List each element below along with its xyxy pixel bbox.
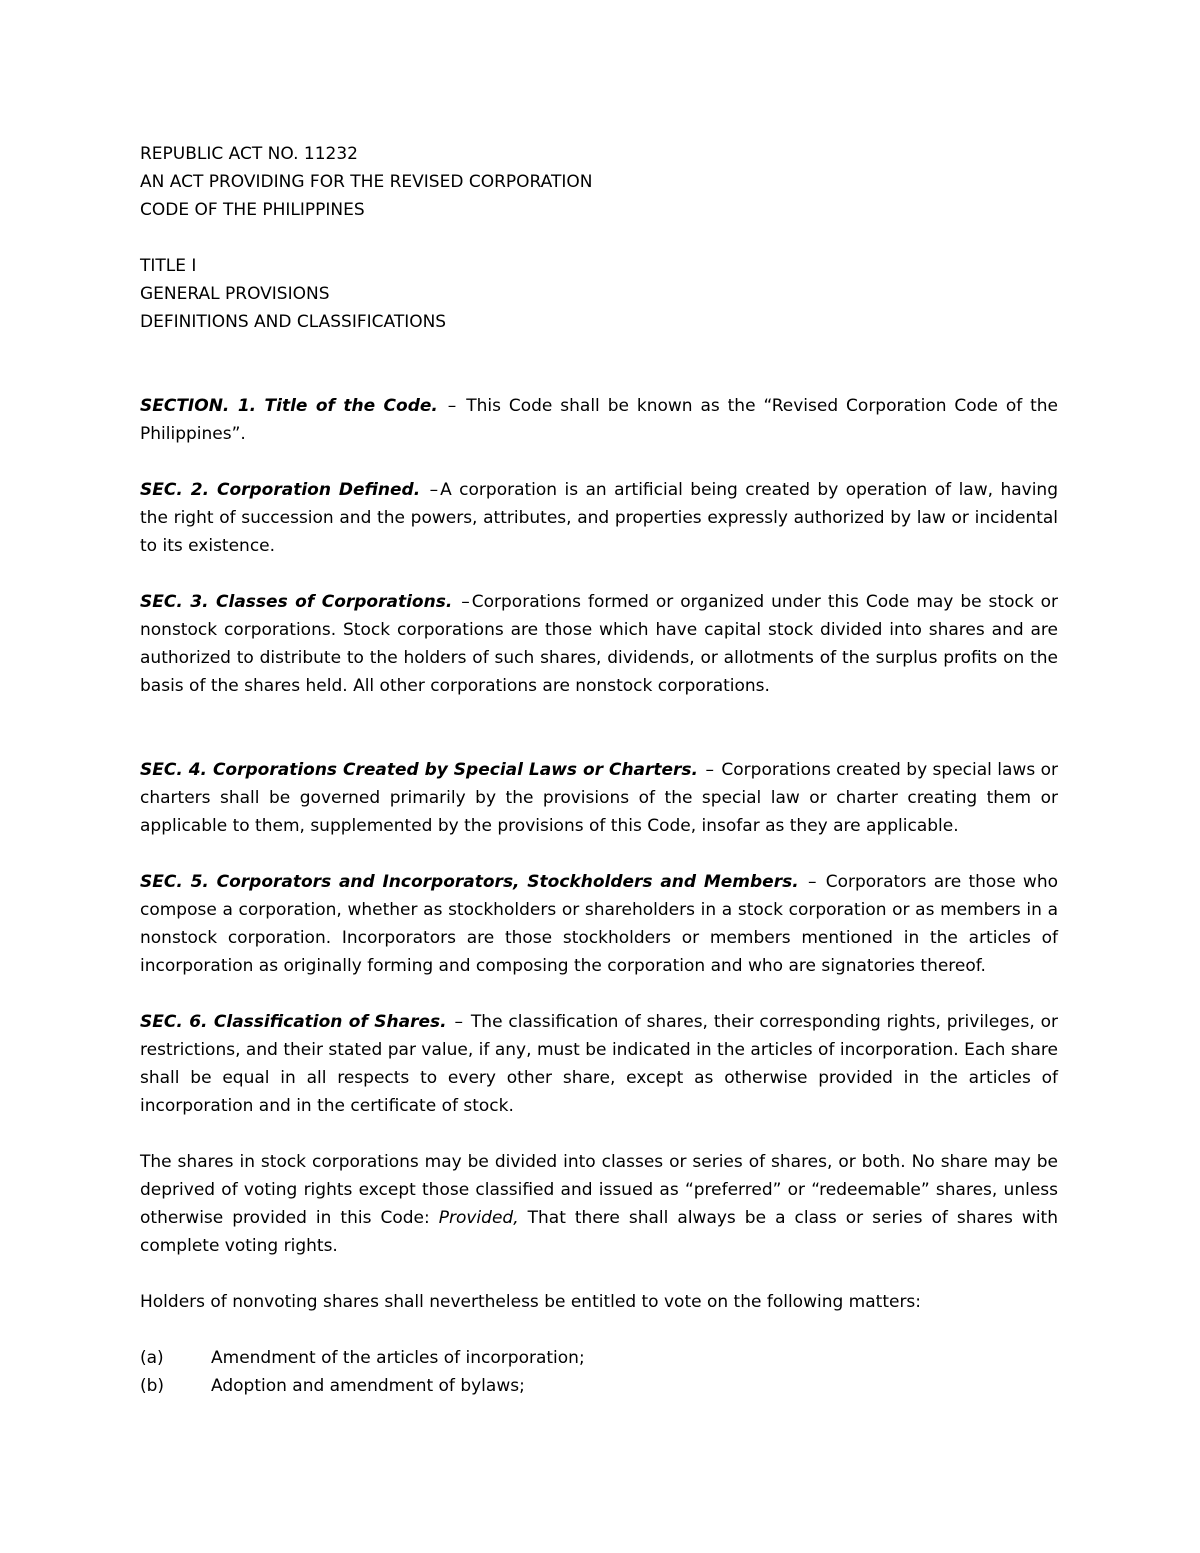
title-name: GENERAL PROVISIONS [140, 284, 330, 304]
em-dash: – [807, 872, 817, 892]
list-marker: (b) [140, 1376, 165, 1396]
section-body: The classification of shares, their corresponding rights, privileges, or restrictions, and their stated par value, if any, must be indicated in the articles of incorporation. Each share shall be equal in all respects to every other share, except as otherwise provided in the articles of incorporation and in the certificate of stock. [140, 1012, 1059, 1116]
title-subheading: DEFINITIONS AND CLASSIFICATIONS [140, 312, 447, 332]
section-2 [140, 476, 1058, 560]
em-dash: – [454, 1012, 464, 1032]
act-number: REPUBLIC ACT NO. 11232 [140, 144, 358, 164]
title-number: TITLE I [140, 256, 197, 276]
section-body: Corporations created by special laws or charters shall be governed primarily by the provisions of the special law or charter creating them or applicable to them, supplemented by the provisions of this Code, insofar as they are applicable. [140, 760, 1059, 836]
em-dash: – [429, 480, 439, 500]
em-dash: – [461, 592, 470, 612]
proviso-label: Provided, [438, 1208, 519, 1228]
section-heading: SEC. 6. Classification of Shares. [140, 1012, 447, 1032]
title-heading [140, 252, 1058, 336]
act-title-line-2: CODE OF THE PHILIPPINES [140, 200, 365, 220]
section-heading: SECTION. 1. Title of the Code. [140, 396, 438, 416]
em-dash: – [447, 396, 457, 416]
list-item-text: Amendment of the articles of incorporation; [211, 1348, 585, 1368]
act-heading [140, 140, 1058, 224]
section-1 [140, 392, 1058, 448]
paragraph-text: The shares in stock corporations may be divided into classes or series of shares, or both. No share may be deprived of voting rights except those classified and issued as “preferred” or “redeemable” shares, unless otherwise provided in this Code: [140, 1152, 1058, 1228]
section-heading: SEC. 2. Corporation Defined. [140, 480, 421, 500]
list-marker: (a) [140, 1348, 164, 1368]
section-6 [140, 1008, 1058, 1120]
section-body: Corporations formed or organized under this Code may be stock or nonstock corporations. Stock corporations are those which have capital stock divided into shares and are authorized to distribute to the holders of such shares, dividends, or allotments of the surplus profits on the basis of the shares held. All other corporations are nonstock corporations. [140, 592, 1059, 696]
section-5 [140, 868, 1058, 980]
section-3 [140, 588, 1058, 700]
document-page [140, 140, 1058, 1400]
em-dash: – [705, 760, 714, 780]
section-heading: SEC. 5. Corporators and Incorporators, Stockholders and Members. [140, 872, 799, 892]
section-body: A corporation is an artificial being created by operation of law, having the right of succession and the powers, attributes, and properties expressly authorized by law or incidental to its existence. [140, 480, 1058, 556]
act-title-line-1: AN ACT PROVIDING FOR THE REVISED CORPORATION [140, 172, 593, 192]
section-body: This Code shall be known as the “Revised Corporation Code of the Philippines”. [140, 396, 1059, 444]
section-6-paragraph-3: Holders of nonvoting shares shall nevertheless be entitled to vote on the following matters: [140, 1292, 922, 1312]
list-item-text: Adoption and amendment of bylaws; [211, 1376, 525, 1396]
section-heading: SEC. 3. Classes of Corporations. [140, 592, 453, 612]
section-6-paragraph-2 [140, 1148, 1058, 1260]
list-item [140, 1372, 1058, 1400]
section-4 [140, 756, 1058, 840]
section-body: Corporators are those who compose a corporation, whether as stockholders or shareholders in a stock corporation or as members in a nonstock corporation. Incorporators are those stockholders or members mentioned in the articles of incorporation as originally forming and composing the corporation and who are signatories thereof. [140, 872, 1058, 976]
section-heading: SEC. 4. Corporations Created by Special Laws or Charters. [140, 760, 699, 780]
paragraph-text: That there shall always be a class or series of shares with complete voting rights. [140, 1208, 1058, 1256]
list-item [140, 1344, 1058, 1372]
